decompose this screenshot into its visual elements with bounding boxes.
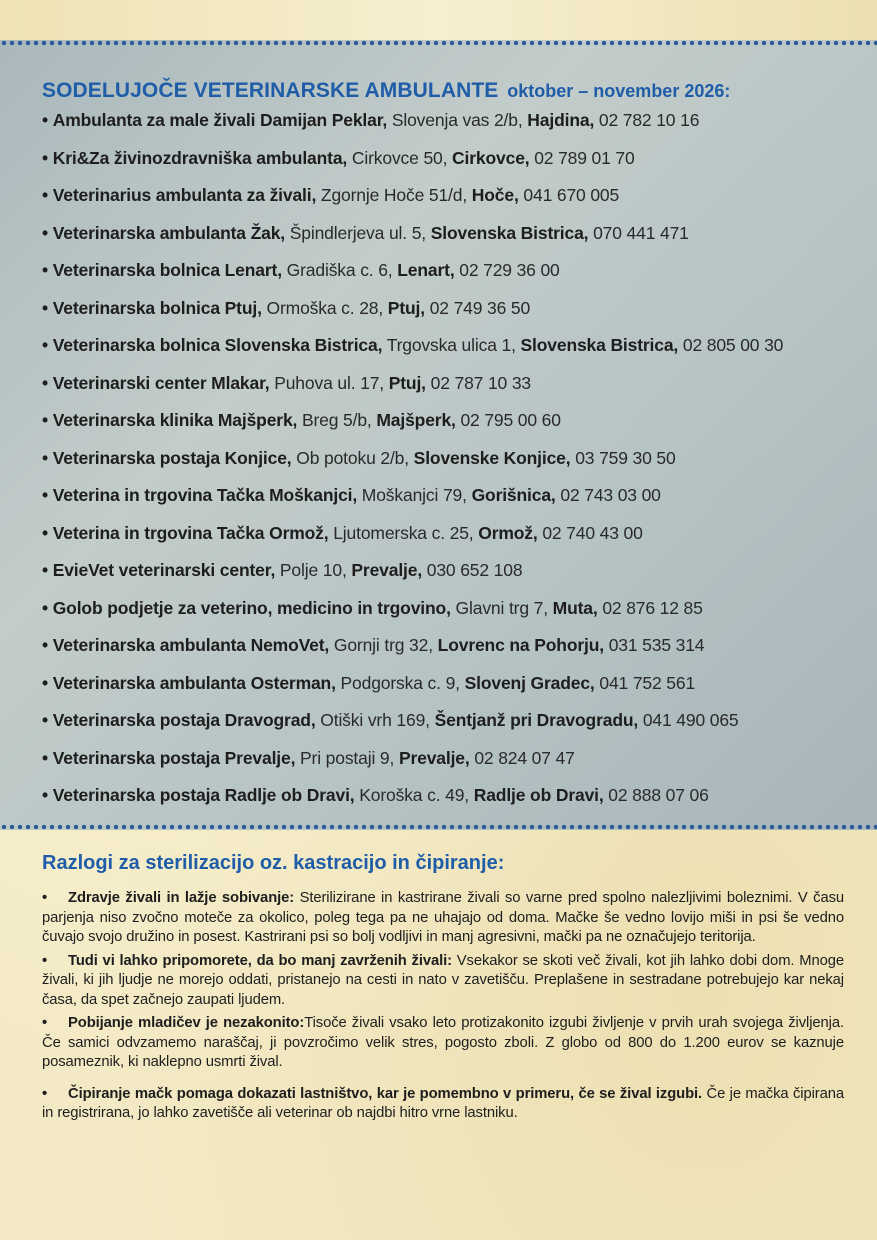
bullet-marker: •	[42, 710, 48, 730]
bullet-marker: •	[42, 335, 48, 355]
bullet-marker: •	[42, 260, 48, 280]
clinic-item	[42, 445, 872, 483]
clinic-item	[42, 407, 872, 445]
clinic-name: Veterinarius ambulanta za živali,	[52, 185, 317, 205]
clinic-item	[42, 370, 872, 408]
clinic-address: Koroška c. 49,	[359, 785, 469, 805]
reason-text: Sterilizirane in kastrirane živali so varne pred spolno nalezljivimi boleznimi. V času parjenja niso zvočno moteče za okolico, poleg tega pa ne uhajajo od doma. Mačke še vedno lovijo miši in psi še vedno čuvajo svojo družino in posest. Kastrirani psi so bolj vodljivi in manj agresivni, mački pa ne označujejo teritorija.	[42, 890, 845, 945]
clinic-town: Ptuj,	[388, 372, 426, 393]
bullet-marker: •	[42, 522, 48, 543]
clinic-name: Veterinarska bolnica Lenart,	[52, 260, 282, 280]
clinic-town: Lenart,	[397, 260, 455, 280]
bullet-marker: •	[42, 597, 48, 618]
reason-paragraph	[42, 889, 844, 948]
clinic-address: Ormoška c. 28,	[266, 297, 384, 318]
clinic-address: Ljutomerska c. 25,	[333, 522, 474, 543]
clinic-list	[42, 107, 872, 820]
bullet-marker: •	[42, 672, 48, 693]
dotted-border-top	[0, 40, 877, 46]
clinics-title: SODELUJOČE VETERINARSKE AMBULANTE	[42, 79, 499, 102]
clinic-town: Slovenska Bistrica,	[520, 335, 679, 355]
clinic-phone: 02 740 43 00	[542, 522, 643, 543]
clinic-town: Prevalje,	[398, 747, 470, 768]
clinic-item	[42, 257, 872, 295]
clinic-town: Slovenska Bistrica,	[430, 222, 589, 243]
dotted-border-bottom	[0, 824, 877, 830]
clinic-town: Radlje ob Dravi,	[473, 785, 604, 805]
clinic-phone: 02 876 12 85	[602, 597, 703, 618]
bullet-marker: •	[42, 447, 48, 468]
clinic-town: Muta,	[552, 597, 598, 618]
clinic-phone: 070 441 471	[593, 222, 689, 243]
clinic-name: Veterinarska ambulanta NemoVet,	[52, 635, 330, 655]
clinic-town: Slovenj Gradec,	[464, 672, 595, 693]
clinic-item	[42, 145, 872, 183]
clinic-item	[42, 332, 872, 370]
clinic-item	[42, 745, 872, 783]
clinic-address: Trgovska ulica 1,	[386, 335, 516, 355]
bullet-marker: •	[42, 372, 48, 393]
reason-lead: Zdravje živali in lažje sobivanje:	[68, 890, 295, 906]
bullet-marker: •	[42, 952, 48, 969]
clinic-town: Hoče,	[471, 185, 519, 205]
bullet-marker: •	[42, 635, 48, 655]
reasons-title: Razlogi za sterilizacijo oz. kastracijo in čipiranje:	[42, 852, 505, 874]
clinic-phone: 02 729 36 00	[459, 260, 560, 280]
clinic-name: Golob podjetje za veterino, medicino in trgovino,	[52, 597, 451, 618]
clinic-item	[42, 707, 872, 745]
clinic-phone: 031 535 314	[608, 635, 705, 655]
bullet-marker: •	[42, 1085, 48, 1102]
clinic-town: Ormož,	[478, 522, 538, 543]
reason-lead: Tudi vi lahko pripomorete, da bo manj zavrženih živali:	[68, 952, 452, 969]
clinics-date-range: oktober – november 2026:	[507, 81, 731, 101]
clinic-item	[42, 632, 872, 670]
clinic-address: Podgorska c. 9,	[340, 672, 460, 693]
clinic-name: Veterinarska klinika Majšperk,	[52, 410, 298, 430]
clinic-item	[42, 557, 872, 595]
bullet-marker: •	[42, 560, 48, 580]
clinic-town: Hajdina,	[527, 110, 595, 130]
clinic-address: Ob potoku 2/b,	[296, 447, 409, 468]
clinic-phone: 02 824 07 47	[474, 747, 575, 768]
clinic-address: Breg 5/b,	[301, 410, 372, 430]
clinic-phone: 02 749 36 50	[429, 297, 531, 318]
clinic-name: Veterinarska bolnica Ptuj,	[52, 297, 262, 318]
clinic-item	[42, 670, 872, 708]
clinic-address: Cirkovce 50,	[351, 147, 448, 168]
reasons-list	[42, 889, 844, 1124]
clinic-name: Kri&Za živinozdravniška ambulanta,	[52, 147, 348, 168]
reason-paragraph	[42, 1014, 844, 1073]
reasons-section	[42, 852, 844, 1128]
clinics-heading	[42, 68, 730, 105]
clinic-item	[42, 595, 872, 633]
clinic-item	[42, 182, 872, 220]
bullet-marker: •	[42, 747, 48, 768]
clinic-phone: 02 782 10 16	[598, 110, 700, 130]
reason-text: Če je mačka čipirana in registrirana, jo lahko zavetišče ali veterinar ob najdbi hitro vrne lastniku.	[42, 1085, 844, 1121]
reason-lead: Čipiranje mačk pomaga dokazati lastništvo, kar je pomembno v primeru, če se žival izgubi.	[68, 1085, 703, 1102]
clinic-address: Pri postaji 9,	[300, 747, 395, 768]
clinic-phone: 030 652 108	[426, 560, 523, 580]
top-strip	[0, 0, 877, 40]
clinic-address: Zgornje Hoče 51/d,	[320, 185, 468, 205]
clinic-phone: 02 795 00 60	[460, 410, 561, 430]
clinic-town: Slovenske Konjice,	[413, 447, 571, 468]
clinic-address: Puhova ul. 17,	[274, 372, 384, 393]
reason-paragraph	[42, 1085, 844, 1124]
clinics-panel	[0, 40, 877, 830]
clinic-phone: 02 743 03 00	[560, 485, 661, 505]
clinic-phone: 041 752 561	[599, 672, 696, 693]
clinic-name: Veterinarska postaja Prevalje,	[52, 747, 296, 768]
clinic-town: Prevalje,	[351, 560, 423, 580]
clinic-phone: 03 759 30 50	[575, 447, 676, 468]
clinic-item	[42, 295, 872, 333]
bullet-marker: •	[42, 185, 48, 205]
clinic-phone: 02 805 00 30	[682, 335, 784, 355]
clinic-phone: 02 787 10 33	[430, 372, 531, 393]
bullet-marker: •	[42, 1015, 48, 1031]
reason-lead: Pobijanje mladičev je nezakonito:	[68, 1015, 305, 1031]
clinic-phone: 02 888 07 06	[608, 785, 709, 805]
clinic-address: Špindlerjeva ul. 5,	[289, 222, 426, 243]
bullet-marker: •	[42, 410, 48, 430]
clinic-item	[42, 482, 872, 520]
bullet-marker: •	[42, 485, 48, 505]
clinic-address: Moškanjci 79,	[361, 485, 467, 505]
clinic-phone: 041 490 065	[642, 710, 739, 730]
reason-paragraph	[42, 952, 844, 1011]
clinic-name: Veterinarska postaja Dravograd,	[52, 710, 316, 730]
clinic-address: Slovenja vas 2/b,	[391, 110, 523, 130]
clinic-address: Glavni trg 7,	[455, 597, 548, 618]
clinic-town: Gorišnica,	[471, 485, 556, 505]
clinic-name: Veterinarska bolnica Slovenska Bistrica,	[52, 335, 383, 355]
bullet-marker: •	[42, 890, 48, 906]
clinic-town: Lovrenc na Pohorju,	[437, 635, 604, 655]
clinic-name: Veterinarska postaja Radlje ob Dravi,	[52, 785, 355, 805]
clinic-item	[42, 220, 872, 258]
bullet-marker: •	[42, 147, 48, 168]
bullet-marker: •	[42, 297, 48, 318]
clinic-name: Veterinarska postaja Konjice,	[52, 447, 292, 468]
reason-text: Tisoče živali vsako leto protizakonito izgubi življenje v prvih urah svojega življenja. Če samici odvzamemo naraščaj, ji povzročimo velik stres, pogosto zboli. Z globo od 800 do 1.200 eurov se kaznuje posameznik, ki naklepno usmrti žival.	[42, 1015, 844, 1070]
clinic-name: Veterinarska ambulanta Žak,	[52, 222, 286, 243]
bullet-marker: •	[42, 785, 48, 805]
reason-text: Vsekakor se skoti več živali, kot jih lahko dobi dom. Mnoge živali, ki jih ljudje ne morejo oddati, pristanejo na cesti in nato v zavetišču. Preplašene in sestradane potrebujejo kar nekaj časa, da spet začnejo zaupati ljudem.	[42, 952, 845, 1008]
clinic-phone: 02 789 01 70	[534, 147, 635, 168]
clinic-name: Ambulanta za male živali Damijan Peklar,	[52, 110, 388, 130]
clinic-address: Gradiška c. 6,	[286, 260, 393, 280]
clinic-town: Cirkovce,	[452, 147, 530, 168]
clinic-name: Veterinarska ambulanta Osterman,	[52, 672, 336, 693]
bullet-marker: •	[42, 222, 48, 243]
clinic-address: Otiški vrh 169,	[320, 710, 430, 730]
clinic-town: Majšperk,	[376, 410, 456, 430]
clinic-item	[42, 107, 872, 145]
clinic-name: Veterina in trgovina Tačka Ormož,	[52, 522, 329, 543]
clinic-phone: 041 670 005	[523, 185, 620, 205]
bullet-marker: •	[42, 110, 48, 130]
clinic-name: EvieVet veterinarski center,	[52, 560, 276, 580]
clinic-address: Gornji trg 32,	[333, 635, 433, 655]
clinic-item	[42, 782, 872, 820]
clinic-town: Ptuj,	[387, 297, 425, 318]
clinic-name: Veterina in trgovina Tačka Moškanjci,	[52, 485, 358, 505]
clinic-address: Polje 10,	[279, 560, 347, 580]
clinic-name: Veterinarski center Mlakar,	[52, 372, 270, 393]
clinic-town: Šentjanž pri Dravogradu,	[434, 710, 639, 730]
clinic-item	[42, 520, 872, 558]
